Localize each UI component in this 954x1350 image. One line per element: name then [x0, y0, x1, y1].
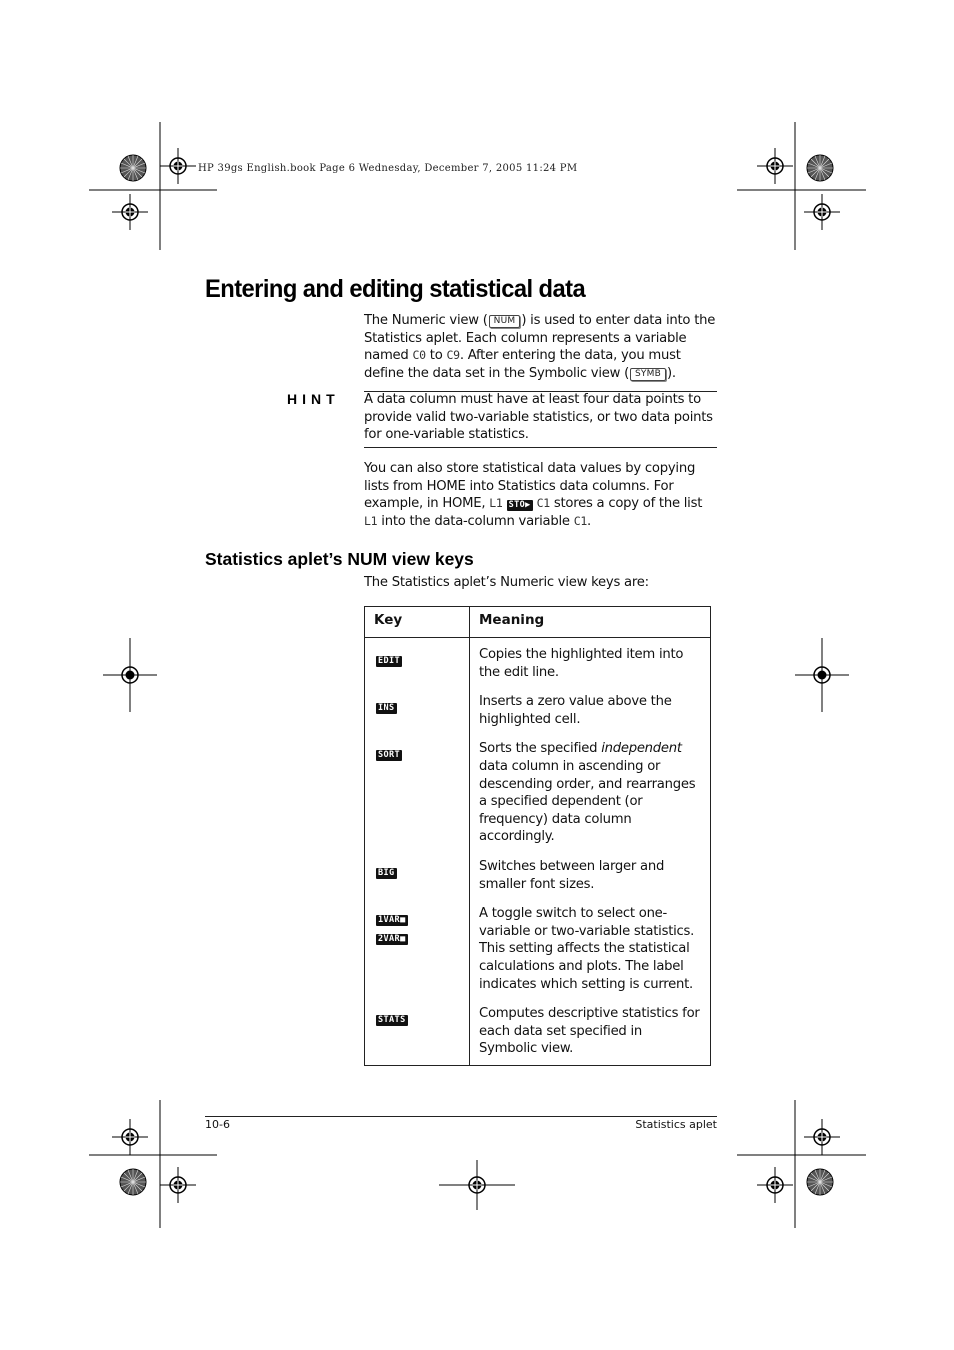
copy-text-1: You can also store statistical data values by copying lists from HOME into Statistics data columns. For example, in HOME, [364, 461, 696, 512]
copy-paragraph [364, 460, 719, 530]
sto-key: STO▶ [508, 500, 531, 511]
hint-label: HINT [287, 391, 340, 407]
meaning-sort-text-a: Sorts the specified [479, 741, 602, 757]
table-row [365, 905, 711, 1005]
intro-text-5: ). [666, 365, 676, 381]
section-heading: Statistics aplet’s NUM view keys [205, 549, 474, 569]
num-view-keys-table [364, 606, 711, 1066]
sort-softkey: SORT [378, 750, 401, 761]
meaning-edit: Copies the highlighted item into the edit line. [470, 638, 711, 694]
big-softkey: BIG [378, 867, 395, 878]
print-header: HP 39gs English.book Page 6 Wednesday, December 7, 2005 11:24 PM [198, 163, 578, 174]
ins-softkey: INS [378, 703, 395, 714]
table-row [365, 1005, 711, 1065]
intro-text-4: . After entering the data, you must define the data set in the Symbolic view ( [364, 348, 681, 381]
var-l1-second: L1 [364, 513, 378, 528]
table-row [365, 740, 711, 858]
table-row [365, 858, 711, 905]
symb-key: SYMB [630, 368, 666, 381]
meaning-var-toggle: A toggle switch to select one-variable or two-variable statistics. This setting affects the statistical calculations and plots. The label indicates which setting is current. [470, 905, 711, 1005]
meaning-sort-text-b: data column in ascending or descending order, and rearranges a specified dependent (or frequency) data column accordingly. [479, 758, 696, 845]
var-c0: C0 [412, 348, 426, 363]
meaning-sort [470, 740, 711, 858]
2var-softkey: 2VAR■ [378, 934, 406, 945]
meaning-stats: Computes descriptive statistics for each data set specified in Symbolic view. [470, 1005, 711, 1065]
intro-text-2: ) is used to enter data into the Statistics aplet. Each column represents a variable named [364, 313, 716, 364]
intro-text-3: to [425, 348, 447, 364]
var-c1: C1 [536, 496, 550, 511]
intro-paragraph [364, 312, 719, 382]
copy-text-3: into the data-column variable [377, 513, 574, 529]
var-c1-second: C1 [573, 513, 588, 528]
table-header-row [365, 607, 711, 638]
meaning-big: Switches between larger and smaller font sizes. [470, 858, 711, 905]
hint-bottom-rule [364, 447, 717, 448]
var-c9: C9 [446, 348, 460, 363]
1var-softkey: 1VAR■ [378, 915, 406, 926]
chapter-name: Statistics aplet [635, 1118, 717, 1131]
meaning-ins: Inserts a zero value above the highlighted cell. [470, 693, 711, 740]
header-key: Key [365, 607, 470, 638]
edit-softkey: EDIT [378, 656, 401, 666]
meaning-sort-emphasis: independent [601, 741, 682, 757]
intro-text-1: The Numeric view ( [364, 313, 488, 328]
table-row [365, 638, 711, 694]
copy-text-2: stores a copy of the list [549, 496, 703, 512]
var-l1: L1 [489, 496, 503, 511]
header-meaning: Meaning [470, 607, 711, 638]
stats-softkey: STATS [378, 1015, 406, 1026]
footer-rule [205, 1116, 717, 1117]
copy-text-4: . [587, 513, 591, 529]
page-number: 10-6 [205, 1118, 230, 1131]
page-title: Entering and editing statistical data [205, 275, 586, 303]
num-key: NUM [489, 315, 521, 328]
table-row [365, 693, 711, 740]
hint-text: A data column must have at least four data points to provide valid two-variable statistics, or two data points for one-variable statistics. [364, 392, 713, 443]
section-intro: The Statistics aplet’s Numeric view keys are: [364, 575, 649, 590]
